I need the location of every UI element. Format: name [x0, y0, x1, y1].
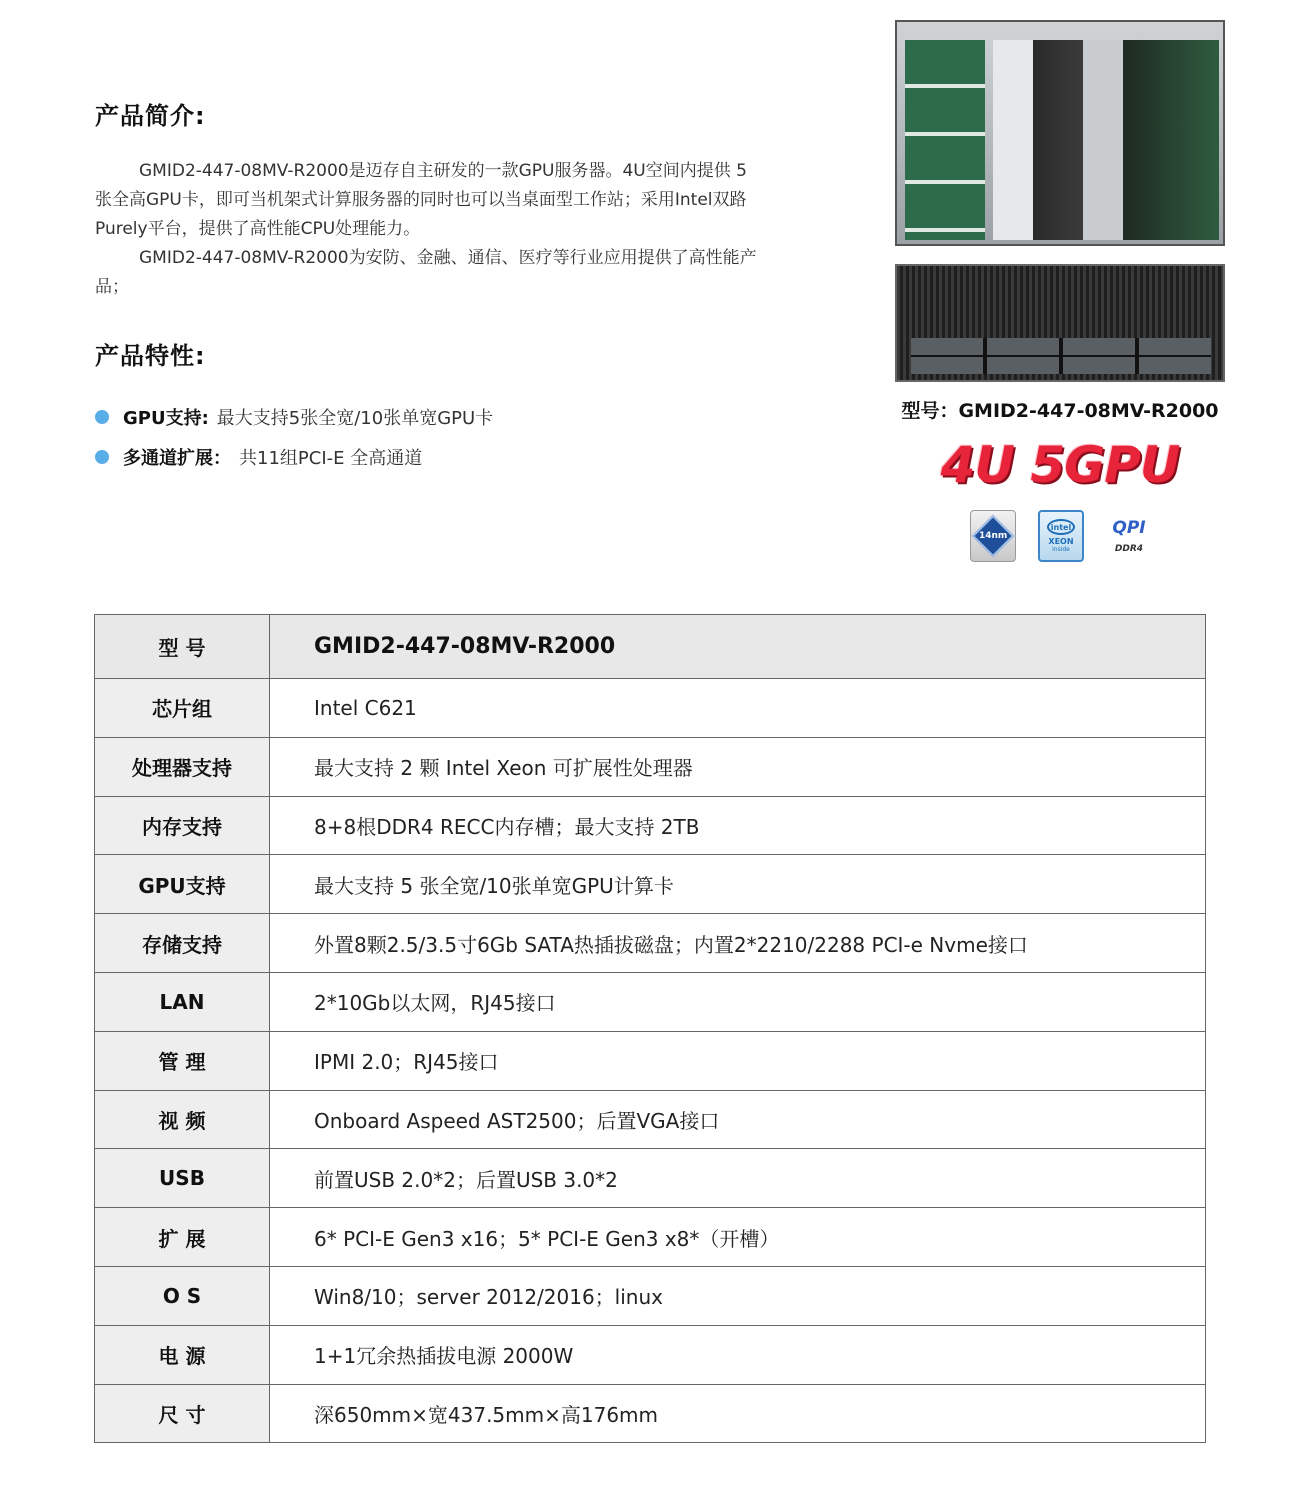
spec-value: GMID2-447-08MV-R2000 — [270, 615, 1206, 679]
table-row — [95, 1031, 1206, 1090]
feature-text: 共11组PCI-E 全高通道 — [239, 448, 423, 469]
motherboard-illustration — [993, 40, 1219, 240]
spec-table — [94, 614, 1206, 1443]
spec-key: 芯片组 — [95, 679, 270, 738]
spec-value: Intel C621 — [270, 679, 1206, 738]
table-row — [95, 1384, 1206, 1443]
spec-key: USB — [95, 1149, 270, 1208]
spec-value: Win8/10；server 2012/2016；linux — [270, 1266, 1206, 1325]
intro-section — [95, 96, 763, 477]
server-product-photo — [895, 20, 1225, 380]
table-row — [95, 1325, 1206, 1384]
bullet-dot-icon — [95, 450, 109, 464]
spec-key: 处理器支持 — [95, 737, 270, 796]
spec-value: 前置USB 2.0*2；后置USB 3.0*2 — [270, 1149, 1206, 1208]
14nm-logo-icon — [970, 510, 1016, 562]
cpu-sub-label: inside — [1052, 546, 1070, 553]
spec-value: 外置8颗2.5/3.5寸6Gb SATA热插拔磁盘；内置2*2210/2288 PCI-e Nvme接口 — [270, 914, 1206, 973]
spec-key: 尺 寸 — [95, 1384, 270, 1443]
table-row — [95, 679, 1206, 738]
intro-paragraph-1: GMID2-447-08MV-R2000是迈存自主研发的一款GPU服务器。4U空间内提供 5 张全高GPU卡，即可当机架式计算服务器的同时也可以当桌面型工作站；采用Intel双路Purely平台，提供了高性能CPU处理能力。 — [95, 161, 747, 239]
table-row — [95, 1149, 1206, 1208]
spec-key: O S — [95, 1266, 270, 1325]
spec-key: 扩 展 — [95, 1208, 270, 1267]
spec-key: LAN — [95, 972, 270, 1031]
server-chassis-front-view — [895, 264, 1225, 382]
feature-label: 多通道扩展： — [123, 448, 231, 469]
spec-key: 型 号 — [95, 615, 270, 679]
spec-value: 最大支持 2 颗 Intel Xeon 可扩展性处理器 — [270, 737, 1206, 796]
gpu-cards-illustration — [905, 40, 985, 240]
cpu-brand-label: intel — [1050, 522, 1072, 532]
table-row — [95, 1208, 1206, 1267]
spec-value: Onboard Aspeed AST2500；后置VGA接口 — [270, 1090, 1206, 1149]
feature-label: GPU支持: — [123, 408, 209, 429]
tech-logos — [970, 508, 1170, 564]
server-chassis-top-view — [895, 20, 1225, 246]
spec-value: 2*10Gb以太网，RJ45接口 — [270, 972, 1206, 1031]
spec-header-row — [95, 615, 1206, 679]
qpi-ddr4-logo-icon — [1106, 510, 1152, 562]
feature-item — [95, 437, 763, 477]
bullet-dot-icon — [95, 410, 109, 424]
qpi-label: QPI — [1112, 518, 1146, 538]
spec-value: 最大支持 5 张全宽/10张单宽GPU计算卡 — [270, 855, 1206, 914]
cpu-line-label: XEON — [1048, 537, 1074, 546]
spec-value: 1+1冗余热插拔电源 2000W — [270, 1325, 1206, 1384]
spec-key: 视 频 — [95, 1090, 270, 1149]
spec-key: 管 理 — [95, 1031, 270, 1090]
spec-value: IPMI 2.0；RJ45接口 — [270, 1031, 1206, 1090]
ddr4-label: DDR4 — [1114, 544, 1144, 554]
spec-value: 深650mm×宽437.5mm×高176mm — [270, 1384, 1206, 1443]
intel-xeon-logo-icon — [1038, 510, 1084, 562]
spec-key: 存储支持 — [95, 914, 270, 973]
spec-key: GPU支持 — [95, 855, 270, 914]
table-row — [95, 914, 1206, 973]
intro-title: 产品简介: — [95, 102, 206, 130]
drive-bays-illustration — [911, 338, 1211, 374]
table-row — [95, 972, 1206, 1031]
table-row — [95, 1266, 1206, 1325]
form-factor-badge: 4U 5GPU — [940, 436, 1180, 494]
features-list — [95, 397, 763, 477]
model-caption: 型号：GMID2-447-08MV-R2000 — [901, 400, 1219, 422]
spec-key: 电 源 — [95, 1325, 270, 1384]
feature-item — [95, 397, 763, 437]
table-row — [95, 855, 1206, 914]
spec-key: 内存支持 — [95, 796, 270, 855]
intro-paragraph-2: GMID2-447-08MV-R2000为安防、金融、通信、医疗等行业应用提供了高性能产品； — [95, 248, 757, 297]
features-title: 产品特性: — [95, 342, 206, 370]
table-row — [95, 796, 1206, 855]
feature-text: 最大支持5张全宽/10张单宽GPU卡 — [216, 408, 494, 429]
process-label: 14nm — [978, 531, 1008, 541]
table-row — [95, 737, 1206, 796]
spec-value: 8+8根DDR4 RECC内存槽；最大支持 2TB — [270, 796, 1206, 855]
table-row — [95, 1090, 1206, 1149]
spec-value: 6* PCI-E Gen3 x16；5* PCI-E Gen3 x8*（开槽） — [270, 1208, 1206, 1267]
